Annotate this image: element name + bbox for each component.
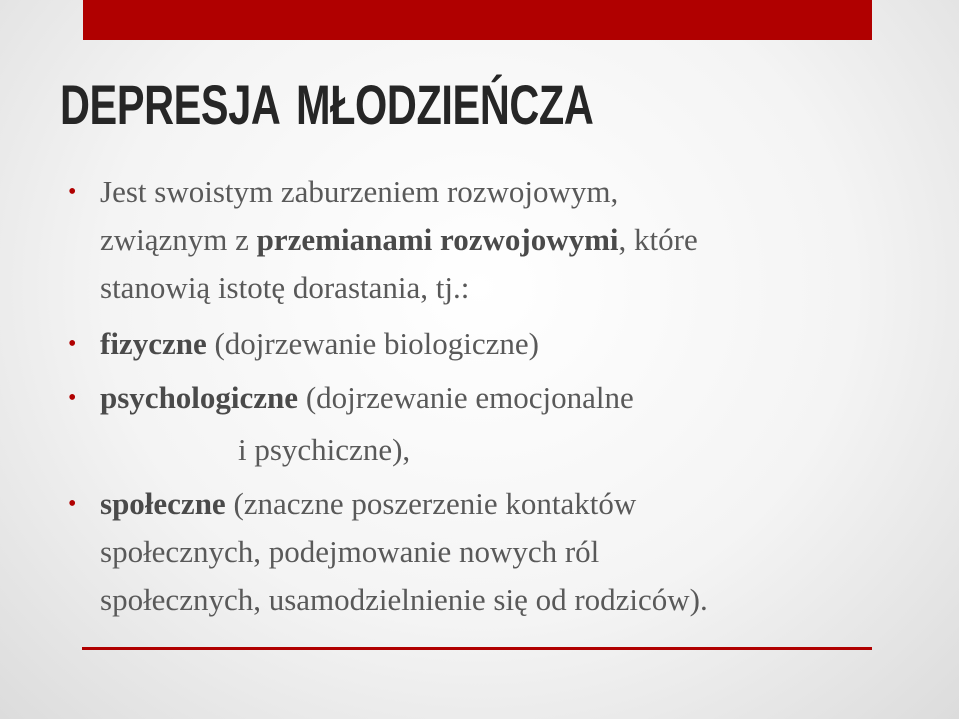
bullet-line: związnym z — [100, 222, 257, 257]
bullet-line: (dojrzewanie biologiczne) — [206, 326, 539, 361]
bold-phrase: fizyczne — [100, 326, 207, 361]
bold-phrase: psychologiczne — [100, 380, 299, 415]
bullet-list — [64, 168, 894, 624]
top-accent-bar — [83, 0, 872, 40]
bullet-item-definition — [64, 168, 894, 312]
bullet-line: Jest swoistym zaburzeniem rozwojowym, — [100, 174, 619, 209]
bullet-icon: • — [68, 331, 77, 357]
bullet-line: i psychiczne), — [238, 432, 411, 467]
bullet-line: stanowią istotę dorastania, tj.: — [100, 270, 470, 305]
bullet-line: (znaczne poszerzenie kontaktów — [225, 486, 637, 521]
bullet-line: społecznych, podejmowanie nowych ról — [100, 534, 600, 569]
bullet-line: , które — [618, 222, 698, 257]
bullet-icon: • — [68, 385, 77, 411]
bold-phrase: społeczne — [100, 486, 226, 521]
bullet-line: społecznych, usamodzielnienie się od rodziców). — [100, 582, 708, 617]
bold-phrase: przemianami rozwojowymi — [256, 222, 619, 257]
bullet-line: (dojrzewanie emocjonalne — [298, 380, 634, 415]
bullet-icon: • — [68, 179, 77, 205]
bullet-item-physical — [64, 318, 894, 370]
bottom-accent-line — [82, 647, 872, 650]
bullet-item-social — [64, 480, 894, 624]
slide-title: DEPRESJA MŁODZIEŃCZA — [60, 73, 594, 136]
bullet-item-psychological — [64, 372, 894, 476]
bullet-icon: • — [68, 491, 77, 517]
